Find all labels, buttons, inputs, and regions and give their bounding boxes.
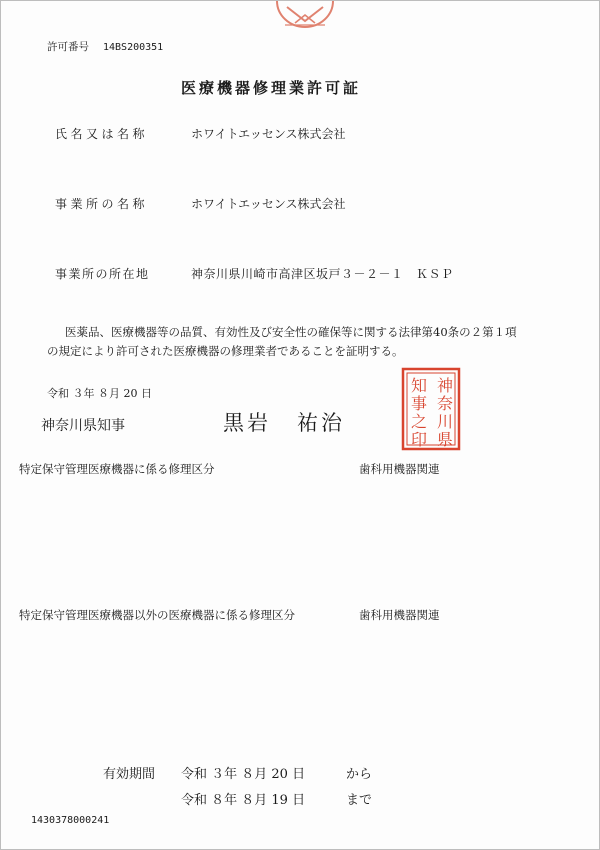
permit-number [47,39,163,54]
repair-category-1-label: 特定保守管理医療機器に係る修理区分 [19,462,215,476]
issuer-given-name: 祐治 [297,411,345,435]
repair-category-2-label: 特定保守管理医療機器以外の医療機器に係る修理区分 [19,608,295,622]
seal-char: 県 [436,430,454,449]
certificate-title: 医療機器修理業許可証 [181,79,362,97]
seal-char: 奈 [436,394,454,413]
certification-line-1: 医薬品、医療機器等の品質、有効性及び安全性の確保等に関する法律第40条の２第１項 [65,325,517,339]
seal-char: 神 [436,376,454,395]
repair-category-1-value: 歯科用機器関連 [359,462,440,476]
certification-line-2: の規定により許可された医療機器の修理業者であることを証明する。 [47,344,404,358]
applicant-name-value: ホワイトエッセンス株式会社 [191,127,346,141]
official-seal-stamp [401,367,461,451]
validity-from-suffix: から [346,767,373,782]
office-address-label: 事業所の所在地 [55,267,150,281]
office-name-value: ホワイトエッセンス株式会社 [191,197,346,211]
validity-label: 有効期間 [103,767,156,782]
seal-char: 川 [436,412,454,431]
top-seal-mark [273,1,337,41]
document-serial-number: 1430378000241 [31,815,110,826]
repair-category-2-value: 歯科用機器関連 [359,608,440,622]
permit-number-label: 許可番号 [47,41,89,53]
issuer-surname: 黒岩 [223,411,271,435]
issuer-title: 神奈川県知事 [41,418,125,434]
validity-from-date: 令和 ３年 ８月 20 日 [181,767,306,782]
certification-statement [47,323,567,361]
office-name-label: 事業所の名称 [55,197,149,211]
validity-to-date: 令和 ８年 ８月 19 日 [181,793,306,808]
seal-char: 知 [410,376,428,395]
seal-char: 印 [410,430,428,449]
office-address-value: 神奈川県川崎市高津区坂戸３－２－１ ＫＳＰ [191,267,454,281]
permit-number-value: 14BS200351 [103,42,164,53]
issue-date: 令和 ３年 ８月 20 日 [47,387,152,400]
seal-char: 之 [410,412,428,431]
applicant-name-label: 氏名又は名称 [55,127,149,141]
validity-to-suffix: まで [346,793,373,808]
seal-char: 事 [410,394,428,413]
issuer-name [223,407,345,437]
